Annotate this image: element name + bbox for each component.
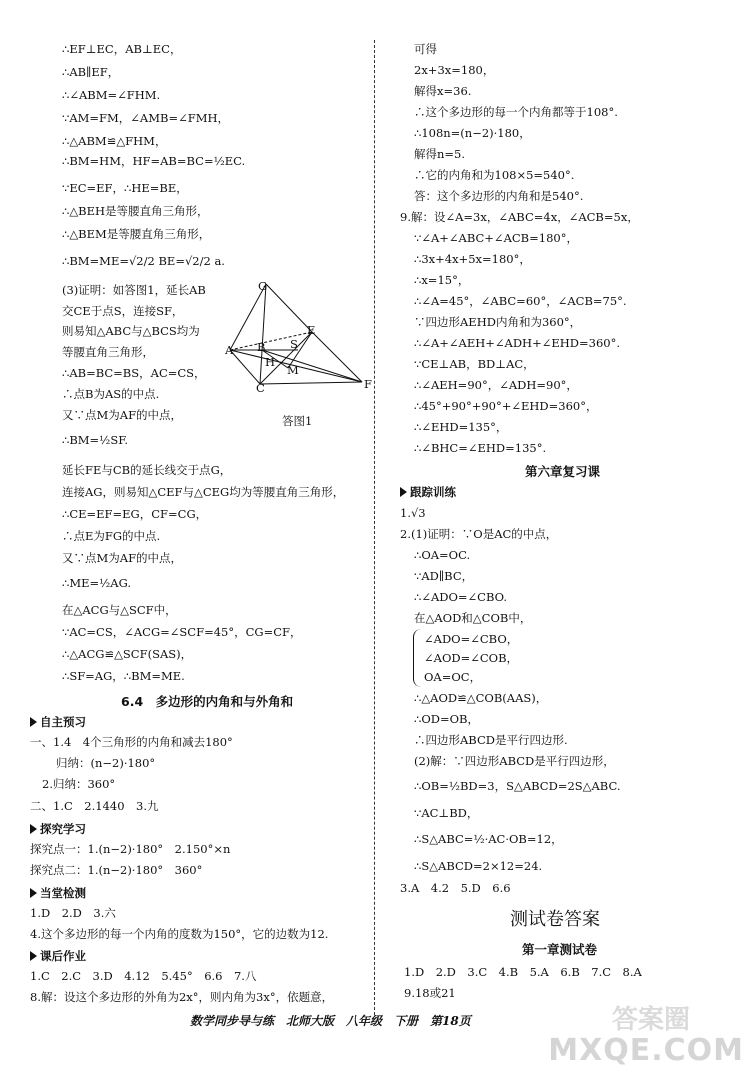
section-heading: 课后作业 — [30, 948, 86, 964]
fig-label-a: A — [225, 343, 234, 357]
answer-line: ∴∠A+∠AEH+∠ADH+∠EHD=360°. — [414, 336, 620, 350]
answer-line: 1.C 2.C 3.D 4.12 5.45° 6.6 7.八 — [30, 969, 257, 983]
answer-line: 连接AG，则易知△CEF与△CEG均为等腰直角三角形， — [62, 485, 345, 499]
answer-line: 3.A 4.2 5.D 6.6 — [400, 881, 511, 895]
triangle-bullet-icon — [400, 487, 407, 497]
section-title: 6.4 多边形的内角和与外角和 — [121, 694, 294, 709]
answer-line: ∴SF=AG，∴BM=ME. — [62, 669, 185, 683]
answer-line: ∴3x+4x+5x=180°， — [414, 252, 531, 266]
answer-line: ∴这个多边形的每一个内角都等于108°. — [414, 105, 618, 119]
answer-line: ∴OB=½BD=3，S△ABCD=2S△ABC. — [414, 779, 621, 793]
answer-line: 4.这个多边形的每一个内角的度数为150°，它的边数为12. — [30, 927, 329, 941]
answer-line: ∴45°+90°+90°+∠EHD=360°， — [414, 399, 598, 413]
watermark-url: MXQE.COM — [548, 1033, 744, 1068]
answer-line: (3)证明：如答图1，延长AB — [62, 283, 206, 297]
answer-line: 1.D 2.D 3.六 — [30, 906, 116, 920]
chapter-test-title: 第一章测试卷 — [522, 942, 598, 957]
answer-line: ∴四边形ABCD是平行四边形. — [414, 733, 568, 747]
answer-line: ∴AB=BC=BS，AC=CS， — [62, 366, 206, 380]
answer-line: 延长FE与CB的延长线交于点G， — [62, 463, 232, 477]
answer-line: ∴∠ABM=∠FHM. — [62, 88, 161, 102]
answer-line: ∴OD=OB， — [414, 712, 479, 726]
answer-line: ∴AB∥EF， — [62, 65, 120, 79]
answer-line: 则易知△ABC与△BCS均为 — [62, 324, 200, 338]
answer-line: ∴点E为FG的中点. — [62, 529, 161, 543]
section-title: 第六章复习课 — [525, 464, 601, 479]
answer-line: 9.18或21 — [404, 986, 456, 1000]
answer-line: ∵AD∥BC， — [414, 569, 474, 583]
answer-line: ∴ME=½AG. — [62, 576, 132, 590]
answer-line: 可得 — [414, 42, 437, 56]
answer-line: ∴△AOD≌△COB(AAS)， — [414, 691, 548, 705]
section-heading: 当堂检测 — [30, 885, 86, 901]
answer-line: ∵四边形AEHD内角和为360°， — [414, 315, 582, 329]
answer-line: 8.解：设这个多边形的外角为2x°，则内角为3x°，依题意， — [30, 990, 334, 1004]
system-brace — [413, 629, 422, 687]
fig-label-h: H — [265, 355, 276, 369]
fig-label-f: F — [364, 377, 372, 391]
answer-line: ∴∠A=45°，∠ABC=60°，∠ACB=75°. — [414, 294, 627, 308]
answer-line: ∴△ABM≌△FHM， — [62, 134, 167, 148]
answer-line: 答：这个多边形的内角和是540°. — [414, 189, 584, 203]
fig-label-g: G — [258, 279, 268, 293]
answer-line: ∵EC=EF，∴HE=BE， — [62, 181, 188, 195]
answer-line: 在△AOD和△COB中， — [414, 611, 532, 625]
answer-line: 解得n=5. — [414, 147, 466, 161]
answer-line: ∴CE=EF=EG，CF=CG， — [62, 507, 208, 521]
answer-line: ∵AM=FM，∠AMB=∠FMH， — [62, 111, 230, 125]
answer-line: ∴△BEH是等腰直角三角形， — [62, 204, 209, 218]
triangle-bullet-icon — [30, 824, 37, 834]
section-heading: 自主预习 — [30, 714, 86, 730]
answer-line: ∴它的内角和为108×5=540°. — [414, 168, 575, 182]
answer-line: 探究点一：1.(n−2)·180° 2.150°×n — [30, 842, 231, 856]
answer-line: 探究点二：1.(n−2)·180° 360° — [30, 863, 203, 877]
answer-line: ∠ADO=∠CBO， — [424, 632, 519, 646]
answer-line: 2.(1)证明：∵O是AC的中点， — [400, 527, 558, 541]
answer-line: ∴∠AEH=90°，∠ADH=90°， — [414, 378, 578, 392]
answer-line: 二、1.C 2.1440 3.九 — [30, 799, 159, 813]
fig-label-m: M — [287, 363, 299, 377]
fig-label-b: B — [257, 340, 266, 354]
answer-line: ∵AC⊥BD， — [414, 806, 479, 820]
triangle-bullet-icon — [30, 888, 37, 898]
column-divider — [374, 40, 375, 1015]
answer-line: 9.解：设∠A=3x，∠ABC=4x，∠ACB=5x， — [400, 210, 639, 224]
answer-line: ∴△BEM是等腰直角三角形， — [62, 227, 211, 241]
page-footer: 数学同步导与练 北师大版 八年级 下册 第18页 — [190, 1014, 471, 1028]
answer-line: 一、1.4 4个三角形的内角和减去180° — [30, 735, 233, 749]
answer-line: 1.√3 — [400, 506, 426, 520]
answer-line: ∴∠EHD=135°， — [414, 420, 508, 434]
answer-line: ∵∠A+∠ABC+∠ACB=180°， — [414, 231, 578, 245]
answer-line: 又∵点M为AF的中点， — [62, 551, 183, 565]
answer-line: 1.D 2.D 3.C 4.B 5.A 6.B 7.C 8.A — [404, 965, 642, 979]
answer-line: ∵AC=CS，∠ACG=∠SCF=45°，CG=CF， — [62, 625, 302, 639]
answer-line: (2)解：∵四边形ABCD是平行四边形， — [414, 754, 615, 768]
answer-line: ∴BM=½SF. — [62, 433, 129, 447]
answer-line: 在△ACG与△SCF中， — [62, 603, 177, 617]
answer-line: ∴OA=OC. — [414, 548, 471, 562]
answer-line: ∴x=15°， — [414, 273, 470, 287]
section-heading: 探究学习 — [30, 821, 86, 837]
figure-caption: 答图1 — [282, 414, 313, 428]
fig-label-e: E — [307, 323, 316, 337]
fig-label-c: C — [256, 381, 265, 395]
answer-line: ∴点B为AS的中点. — [62, 387, 160, 401]
triangle-bullet-icon — [30, 717, 37, 727]
section-heading: 跟踪训练 — [400, 484, 456, 500]
answer-line: ∴∠BHC=∠EHD=135°. — [414, 441, 547, 455]
answer-line: 解得x=36. — [414, 84, 472, 98]
answer-line: ∴BM=ME=√2/2 BE=√2/2 a. — [62, 254, 225, 268]
answer-line: ∠AOD=∠COB， — [424, 651, 519, 665]
answer-line: ∴S△ABC=½·AC·OB=12， — [414, 832, 563, 846]
answer-line: ∴108n=(n−2)·180， — [414, 126, 531, 140]
answer-line: ∵CE⊥AB，BD⊥AC， — [414, 357, 535, 371]
answer-line: ∴EF⊥EC，AB⊥EC， — [62, 42, 182, 56]
answer-line: ∴BM=HM，HF=AB=BC=½EC. — [62, 154, 246, 168]
answer-line: 交CE于点S，连接SF， — [62, 304, 184, 318]
answer-line: OA=OC， — [424, 670, 482, 684]
answer-line: ∴△ACG≌△SCF(SAS)， — [62, 647, 193, 661]
answer-line: 又∵点M为AF的中点， — [62, 408, 183, 422]
triangle-bullet-icon — [30, 951, 37, 961]
answer-line: ∴∠ADO=∠CBO. — [414, 590, 508, 604]
answer-line: ∴S△ABCD=2×12=24. — [414, 859, 543, 873]
watermark-logo: 答案圈 — [611, 1005, 690, 1035]
answer-line: 2.归纳：360° — [42, 777, 116, 791]
fig-label-s: S — [290, 337, 298, 351]
answer-line: 等腰直角三角形， — [62, 345, 154, 359]
answer-line: 归纳：(n−2)·180° — [56, 756, 156, 770]
test-answers-title: 测试卷答案 — [510, 909, 600, 930]
answer-line: 2x+3x=180， — [414, 63, 495, 77]
